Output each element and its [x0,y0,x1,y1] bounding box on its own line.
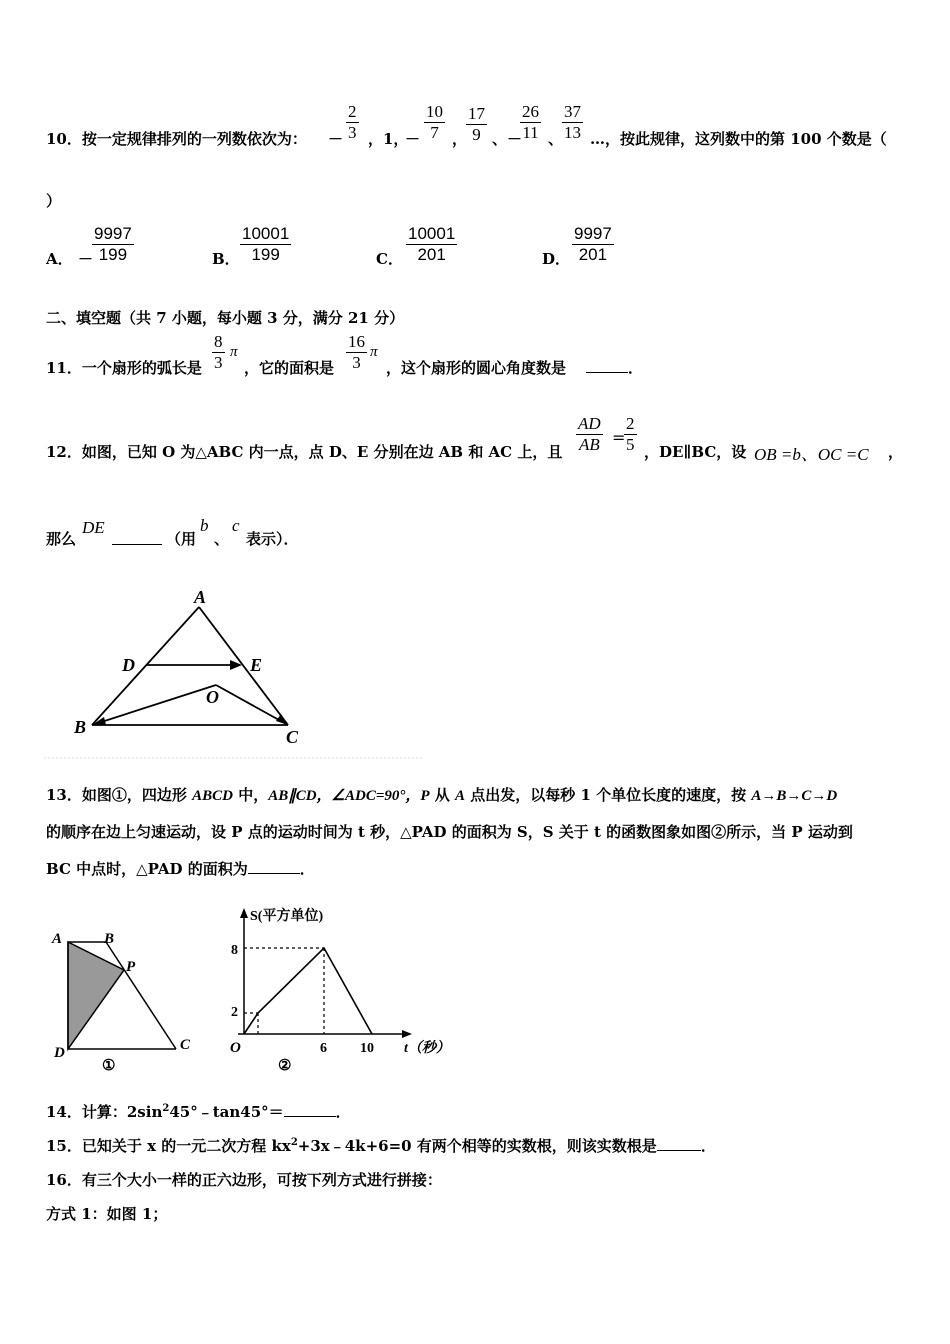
q12-sep: 、 [214,530,230,548]
q12-ratio-value-den: 5 [626,435,635,454]
q13-figure-1 [44,925,204,1075]
q10-term1-num: 2 [348,102,357,121]
q11-area-pi: π [370,344,378,360]
q10-term4-den: 9 [472,125,481,144]
q10-option-a-sign: － [78,250,94,268]
q13-line-1 [46,784,837,805]
q13-text-1: 13．如图①，四边形 [46,786,193,804]
tick-x10: 10 [360,1041,374,1056]
q13-text-4: 点出发，以每秒 1 个单位长度的速度，按 [465,786,752,804]
q10-term3-den: 7 [430,123,439,142]
q12-answer-blank[interactable] [112,544,162,545]
q12-ratio-eq: = [612,428,626,447]
q12-ratio-den: AB [578,435,600,454]
q10-option-c-fraction[interactable] [406,224,457,265]
q12-vector-def: OB =b、OC =C [754,445,869,464]
q10-sep3: 、 [548,130,564,148]
q10-option-b-den: 199 [251,245,280,264]
q14-answer-blank[interactable] [284,1116,336,1117]
q10-option-a-fraction[interactable] [92,224,134,265]
q11-area-fraction [346,332,367,373]
q13-abcd: ABCD [192,788,233,804]
q12-line2-text-3: 表示）． [246,530,299,548]
q15-sup: 2 [290,1137,298,1148]
edge-bc [106,942,176,1049]
q12-ratio-value-num: 2 [626,414,635,433]
label-e: E [250,655,263,675]
q11-area-den: 3 [352,353,361,372]
label-a: A [194,587,207,607]
q10-prefix: 10．按一定规律排列的一列数依次为： [46,130,307,148]
q10-option-a-den: 199 [98,245,128,264]
shaded-triangle-pad [68,942,124,1049]
q10-term4-fraction [466,104,487,145]
q10-option-a-label[interactable]: A． [46,250,73,268]
q14 [46,1101,351,1122]
q10-option-c-label[interactable]: C． [376,250,403,268]
q12-line2-text-2: （用 [166,530,197,548]
q10-sep2: 、－ [492,130,523,148]
q11-arc-pi: π [230,344,238,360]
q10-option-b-num: 10001 [242,224,290,243]
q10-option-b-label[interactable]: B． [212,250,240,268]
q15-answer-blank[interactable] [657,1150,701,1151]
q10-term3-num: 10 [426,102,443,121]
q12-triangle-figure [44,585,444,760]
q14-text-1: 14．计算：2sin [46,1103,163,1121]
q12-ratio-value [624,414,637,455]
label-p: P [126,959,136,975]
y-axis-label: S(平方单位) [250,909,324,924]
label-c: C [286,727,299,747]
q10-term6-fraction [562,102,583,143]
q10-term4-num: 17 [468,104,485,123]
q11-arc-fraction [212,332,225,373]
q12-vector-de: DE [82,518,105,537]
q13-answer-blank[interactable] [248,873,300,874]
q10-option-d-label[interactable]: D． [542,250,571,268]
q15 [46,1135,716,1156]
tick-x6: 6 [320,1041,327,1056]
q12-text-2: ，DE∥BC，设 [644,443,747,461]
q13-text-5: BC 中点时，△PAD 的面积为 [46,860,248,878]
q12-text-1: 12．如图，已知 O 为△ABC 内一点，点 D、E 分别在边 AB 和 AC 上，且 [46,443,563,461]
q10-suffix: …，按此规律，这列数中的第 100 个数是（ [590,130,887,148]
label-d: D [122,655,135,675]
q10-term1-fraction [346,102,359,143]
q14-text-3: ． [335,1103,351,1121]
q11-text-2: ，它的面积是 [244,359,335,377]
q13-line-3 [46,858,315,879]
q11-text-4: ． [628,359,644,377]
q11-arc-den: 3 [214,353,223,372]
q15-text-1: 15．已知关于 x 的一元二次方程 kx [46,1137,291,1155]
q10-term3-fraction [424,102,445,143]
q10-term5-den: 11 [522,123,539,142]
q15-text-2: +3x﹣4k+6=0 有两个相等的实数根，则该实数根是 [297,1137,657,1155]
q12-ratio-fraction [576,414,603,455]
q10-term5-fraction [520,102,541,143]
q10-option-d-den: 201 [578,245,608,264]
tick-y2: 2 [231,1005,238,1020]
q16: 16．有三个大小一样的正六边形，可按下列方式进行拼接： [46,1171,442,1189]
q12-ratio-num: AD [578,414,601,433]
q15-text-3: ． [700,1137,716,1155]
q10-sep1: ， [452,130,468,148]
q10-term1-den: 3 [348,123,357,142]
tick-y8: 8 [231,943,238,958]
q10-option-a-num: 9997 [94,224,132,243]
s-t-graph [244,948,372,1034]
q10-term3-sign: － [405,130,421,148]
q10-term6-num: 37 [564,102,581,121]
origin-label: O [230,1040,241,1056]
q12-vector-c: c [232,516,240,535]
q11-area-num: 16 [348,332,365,351]
label-c: C [180,1037,191,1053]
q10-stem [46,128,307,149]
q10-term2: ，1， [368,130,409,148]
q14-text-2: 45°﹣tan45°＝ [169,1103,284,1121]
q10-option-c-num: 10001 [408,224,456,243]
q13-text-3: 从 [429,786,456,804]
x-axis-arrow [402,1030,412,1038]
label-b: B [104,931,115,947]
q10-term1-sign: － [328,130,344,148]
q11-arc-num: 8 [214,332,223,351]
label-a: A [52,931,63,947]
q13-point-a: A [455,788,466,804]
q10-term5-num: 26 [522,102,539,121]
q13-text-2: 中， [232,786,269,804]
q10-option-b-fraction[interactable] [240,224,291,265]
q11-text-1: 11．一个扇形的弧长是 [46,359,202,377]
q10-close-paren: ） [46,192,62,210]
q13-figure-2 [220,902,460,1072]
q10-option-d-fraction[interactable] [572,224,614,265]
q10-option-c-den: 201 [417,245,446,264]
label-b: B [74,717,87,737]
q12-line2-text-1: 那么 [46,530,77,548]
q12-vector-b: b [200,516,209,535]
q11-text-3: ，这个扇形的圆心角度数是 [386,359,567,377]
q13-path: A→B→C→D [751,788,838,804]
x-axis-label: t（秒） [404,1041,450,1056]
q13-conditions: AB∥CD，∠ADC=90°，P [268,788,430,804]
label-o: O [206,687,219,707]
side-ac [199,607,288,725]
caption-2: ② [278,1058,292,1072]
way-1: 方式 1：如图 1； [46,1205,168,1223]
q13-text-6: ． [299,860,315,878]
q14-sup: 2 [162,1103,170,1114]
q12-text-3: ， [888,443,904,461]
section-2-heading: 二、填空题（共 7 小题，每小题 3 分，满分 21 分） [46,309,405,327]
q10-term6-den: 13 [564,123,581,142]
label-d: D [54,1045,65,1061]
q11-answer-blank[interactable] [586,372,628,373]
q10-option-d-num: 9997 [574,224,612,243]
caption-1: ① [102,1058,116,1074]
vector-oc-arrowhead [276,714,288,725]
y-axis-arrow [240,908,248,918]
q13-line-2: 的顺序在边上匀速运动，设 P 点的运动时间为 t 秒，△PAD 的面积为 S，S 关于 t 的函数图象如图②所示，当 P 运动到 [46,823,853,841]
vector-oc [216,685,288,725]
